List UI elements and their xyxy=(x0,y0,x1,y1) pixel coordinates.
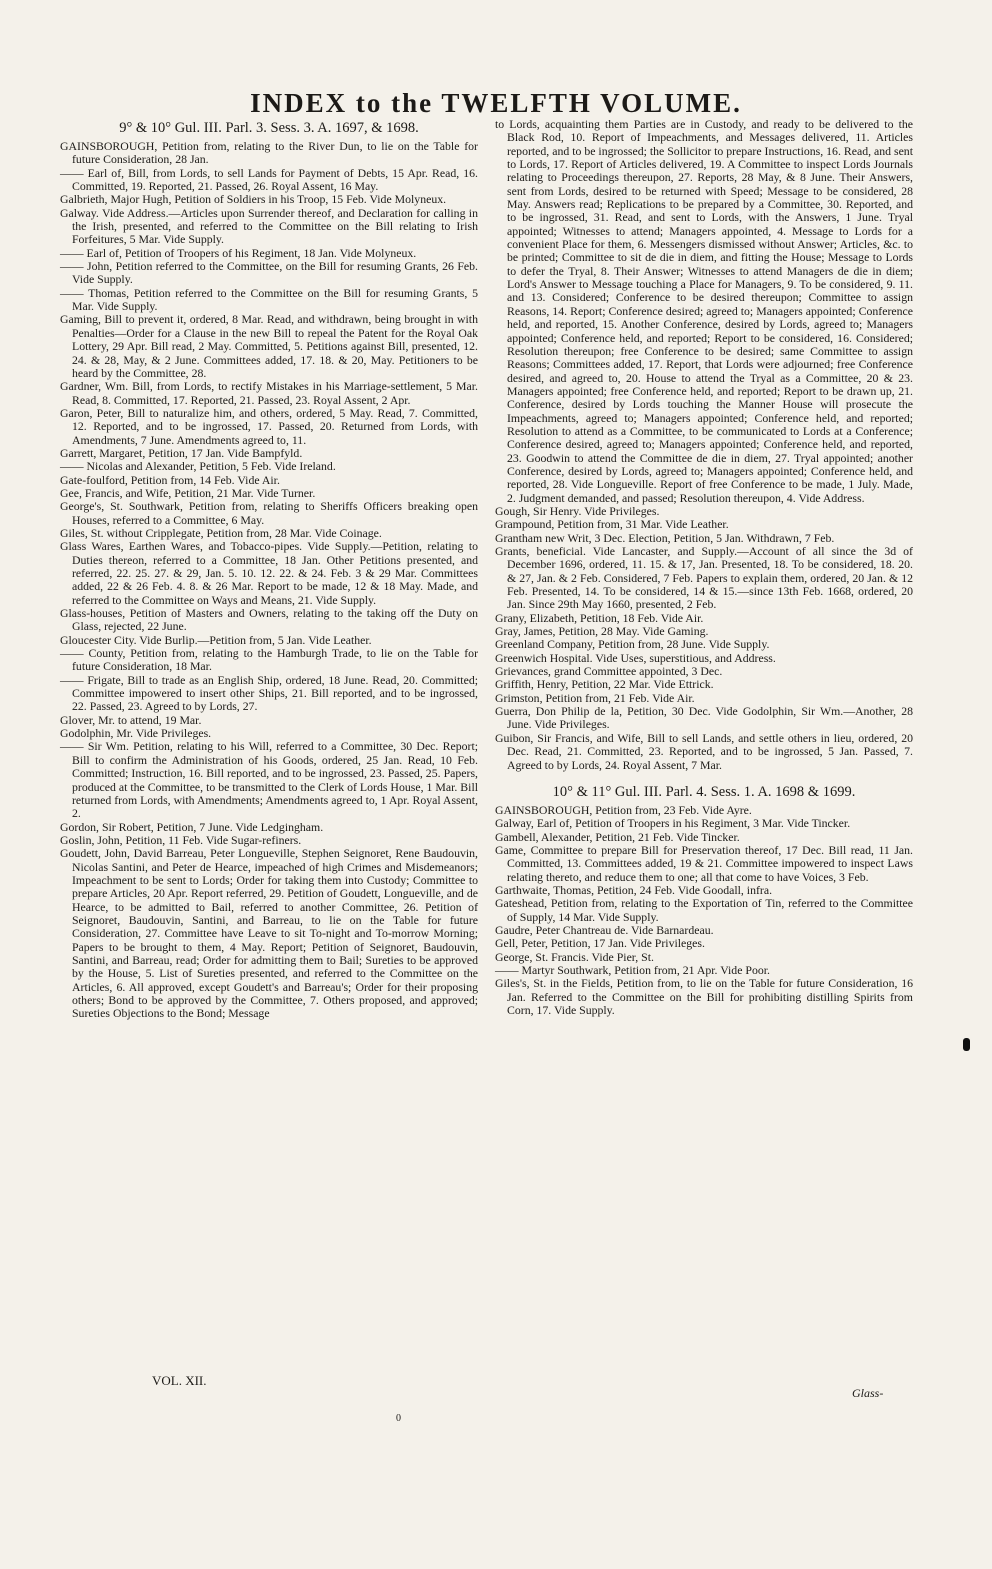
index-entry: Glass Wares, Earthen Wares, and Tobacco-pipes. Vide Supply.—Petition, relating to Duties thereon, referred to a Committee, 18 Jan. Other Petitions presented, and referred, 22. 25. 27. & 29, Jan. 5. 10. 12. 22. & 24. Feb. 3 & 29 Mar. Committees added, 22 & 26 Feb. 4. 8. & 26 Mar. Report to be made, 12 & 18 May. Made, and referred to the Committee on Ways and Means, 21. Vide Supply. xyxy=(60,539,478,607)
index-entry: Grievances, grand Committee appointed, 3 Dec. xyxy=(495,664,723,679)
index-entry: Grampound, Petition from, 31 Mar. Vide Leather. xyxy=(495,517,729,532)
index-entry: George's, St. Southwark, Petition from, relating to Sheriffs Officers breaking open Houses, referred to a Committee, 6 May. xyxy=(60,499,478,527)
left-entry-list xyxy=(60,140,478,1021)
index-entry: Garon, Peter, Bill to naturalize him, and others, ordered, 5 May. Read, 7. Committed, 12. Reported, and to be ingrossed, 17. Passed, 20. Returned from Lords, with Amendments, 7 June. Amendments agreed to, 11. xyxy=(60,405,478,447)
section-heading-right: 10° & 11° Gul. III. Parl. 4. Sess. 1. A. 1698 & 1699. xyxy=(552,783,856,800)
index-entry: Glass-houses, Petition of Masters and Owners, relating to the taking off the Duty on Glass, rejected, 22 June. xyxy=(60,606,478,634)
index-entry: Gell, Peter, Petition, 17 Jan. Vide Privileges. xyxy=(495,936,705,951)
index-entry: —— John, Petition referred to the Committee, on the Bill for resuming Grants, 26 Feb. Vide Supply. xyxy=(60,259,478,287)
section-heading-left: 9° & 10° Gul. III. Parl. 3. Sess. 3. A. 1697, & 1698. xyxy=(119,120,419,136)
index-entry: Galway. Vide Address.—Articles upon Surrender thereof, and Declaration for calling in the Irish, presented, and referred to the Committee on the Bill relating to Irish Forfeitures, 5 Mar. Vide Supply. xyxy=(60,205,478,247)
margin-mark xyxy=(963,1038,970,1051)
right-column xyxy=(495,118,913,1017)
index-entry: Galbrieth, Major Hugh, Petition of Soldiers in his Troop, 15 Feb. Vide Molyneux. xyxy=(60,192,447,207)
index-entry: Greenwich Hospital. Vide Uses, superstitious, and Address. xyxy=(495,650,776,665)
index-entry: —— Earl of, Bill, from Lords, to sell Lands for Payment of Debts, 15 Apr. Read, 16. Committed, 19. Reported, 21. Passed, 26. Royal Assent, 16 May. xyxy=(60,165,478,194)
index-entry: Gordon, Sir Robert, Petition, 7 June. Vide Ledgingham. xyxy=(60,819,324,834)
index-entry: Goudett, John, David Barreau, Peter Longueville, Stephen Seignoret, Rene Baudouvin, Nicolas Santini, and Peter de Hearce, impeached of high Crimes and Misdemeanors; Impeachment to be sent to Lords; Order for taking them into Custody; Committee to prepare Articles, 20 Apr. Report referred, 29. Petition of Goudett, Longueville, and de Hearce, to be admitted to Bail, referred to another Committee, 26. Petition of Seignoret, Baudouvin, Santini, and Barreau, to lie on the Table for future Consideration, 27. Committee have Leave to sit To-night and To-morrow Morning; Papers to be brought to them, 4 May. Report; Petition of Seignoret, Baudouvin, Santini, and Barreau, read; Order for admitting them to Bail; Sureties to be approved by the House, 5. List of Sureties presented, and referred to the Committee on the Articles, 6. All approved, except Goudett's and Barreau's; Order for their proposing others; Bond to be approved by the Committee, 7. Others proposed, and approved; Sureties Objections to the Bond; Message xyxy=(60,846,478,1021)
index-entry: George, St. Francis. Vide Pier, St. xyxy=(495,949,654,964)
index-entry: Gate-foulford, Petition from, 14 Feb. Vide Air. xyxy=(60,472,280,487)
index-entry: —— Earl of, Petition of Troopers of his Regiment, 18 Jan. Vide Molyneux. xyxy=(60,245,417,260)
folio-mark: 0 xyxy=(396,1413,401,1424)
index-entry: —— Thomas, Petition referred to the Committee on the Bill for resuming Grants, 5 Mar. Vide Supply. xyxy=(60,285,478,314)
index-entry: Griffith, Henry, Petition, 22 Mar. Vide Ettrick. xyxy=(495,677,714,692)
index-entry: Galway, Earl of, Petition of Troopers in his Regiment, 3 Mar. Vide Tincker. xyxy=(495,816,851,831)
index-entry: Grany, Elizabeth, Petition, 18 Feb. Vide Air. xyxy=(495,610,704,625)
right-entry-list-first xyxy=(495,118,913,772)
index-entry: —— Martyr Southwark, Petition from, 21 Apr. Vide Poor. xyxy=(495,962,770,977)
index-entry: Gaming, Bill to prevent it, ordered, 8 Mar. Read, and withdrawn, being brought in with Penalties—Order for a Clause in the new Bill to repeal the Patent for the Royal Oak Lottery, 29 Apr. Bill read, 2 May. Committed, 5. Petitions against Bill, presented, 12. 24. & 28, May, & 2 June. Committees added, 17. 18. & 20, May. Petitioners to be heard by the Committee, 28. xyxy=(60,312,478,380)
index-entry: Godolphin, Mr. Vide Privileges. xyxy=(60,726,212,741)
index-entry: Gough, Sir Henry. Vide Privileges. xyxy=(495,503,660,518)
index-entry: Game, Committee to prepare Bill for Preservation thereof, 17 Dec. Bill read, 11 Jan. Committed, 13. Committees added, 19 & 21. Committee impowered to inspect Laws relating thereto, and reduce them to one; all that come to have Voices, 3 Feb. xyxy=(495,842,913,884)
page-title: INDEX to the TWELFTH VOLUME. xyxy=(250,88,742,118)
index-entry: Garrett, Margaret, Petition, 17 Jan. Vide Bampfyld. xyxy=(60,445,303,460)
index-entry: Goslin, John, Petition, 11 Feb. Vide Sugar-refiners. xyxy=(60,832,302,847)
index-entry: —— County, Petition from, relating to the Hamburgh Trade, to lie on the Table for future Consideration, 18 Mar. xyxy=(60,646,478,674)
index-entry: Grimston, Petition from, 21 Feb. Vide Air. xyxy=(495,690,695,705)
index-entry: Gloucester City. Vide Burlip.—Petition from, 5 Jan. Vide Leather. xyxy=(60,632,372,647)
volume-mark: VOL. XII. xyxy=(152,1373,207,1388)
index-entry: Grants, beneficial. Vide Lancaster, and Supply.—Account of all since the 3d of December 1696, ordered, 11. 15. & 17, Jan. Presented, 18. To be considered, 18. 20. & 27, Jan. & 2 Feb. Considered, 7 Feb. Papers to explain them, ordered, 20 Jan. & 12 Feb. Presented, 14. To be considered, 14 & 15.—since 13th Feb. 1668, ordered, 20 Jan. Since 29th May 1660, presented, 2 Feb. xyxy=(495,544,913,612)
index-entry: Gray, James, Petition, 28 May. Vide Gaming. xyxy=(495,624,709,639)
index-entry: GAINSBOROUGH, Petition from, relating to the River Dun, to lie on the Table for future Consideration, 28 Jan. xyxy=(60,139,478,167)
index-entry: Giles's, St. in the Fields, Petition from, to lie on the Table for future Consideration, 16 Jan. Referred to the Committee on the Bill for prohibiting distilling Spirits from Corn, 17. Vide Supply. xyxy=(495,976,913,1017)
index-entry: Guerra, Don Philip de la, Petition, 30 Dec. Vide Godolphin, Sir Wm.—Another, 28 June. Vide Privileges. xyxy=(495,704,913,732)
left-column xyxy=(60,118,478,1021)
index-entry: Gateshead, Petition from, relating to the Exportation of Tin, referred to the Committee of Supply, 14 Mar. Vide Supply. xyxy=(495,896,913,924)
index-entry: —— Frigate, Bill to trade as an English Ship, ordered, 18 June. Read, 20. Committed; Committee impowered to insert other Ships, 21. Bill reported, and to be ingrossed, 22. Passed, 23. Agreed to by Lords, 27. xyxy=(60,672,478,714)
catchword: Glass- xyxy=(852,1386,884,1400)
index-entry: Giles, St. without Cripplegate, Petition from, 28 Mar. Vide Coinage. xyxy=(60,525,382,540)
index-entry: Grantham new Writ, 3 Dec. Election, Petition, 5 Jan. Withdrawn, 7 Feb. xyxy=(495,530,835,545)
index-entry: Greenland Company, Petition from, 28 June. Vide Supply. xyxy=(495,637,770,652)
index-entry: —— Nicolas and Alexander, Petition, 5 Feb. Vide Ireland. xyxy=(60,459,336,474)
index-entry: Guibon, Sir Francis, and Wife, Bill to sell Lands, and settle others in lieu, ordered, 20 Dec. Read, 21. Committed, 23. Reported, and to be ingrossed, 5 Jan. Passed, 7. Agreed to by Lords, 24. Royal Assent, 7 Mar. xyxy=(495,730,913,772)
index-entry: GAINSBOROUGH, Petition from, 23 Feb. Vide Ayre. xyxy=(495,802,752,817)
index-entry: Garthwaite, Thomas, Petition, 24 Feb. Vide Goodall, infra. xyxy=(495,882,773,897)
index-entry: Gardner, Wm. Bill, from Lords, to rectify Mistakes in his Marriage-settlement, 5 Mar. Read, 8. Committed, 17. Reported, 21. Passed, 23. Royal Assent, 2 Apr. xyxy=(60,379,478,407)
index-entry: Glover, Mr. to attend, 19 Mar. xyxy=(60,712,202,727)
index-entry: to Lords, acquainting them Parties are in Custody, and ready to be delivered to the Black Rod, 10. Report of Impeachments, and Messages delivered, 11. Articles reported, and to be ingrossed; the Sollicitor to prepare Instructions, 16. Read, and sent to Lords, 17. Report of Articles delivered, 19. A Committee to inspect Lords Journals relating to Proceedings thereupon, 27. Reports, 28 May, & 8 June. Their Answers, sent from Lords, desired to be returned with Speed; Message to be considered, 28 May. Answers read; Replications to be prepared by a Committee, 30. Reported, and to be ingrossed, 31. Read, and sent to Lords, with the Answers, 1 June. Tryal appointed; Witnesses to attend; Managers appointed, 4. Message to Lords for a convenient Place for them, 6. Messengers dismissed without Answer; Articles, &c. to be printed; Committee to sit de die in diem, and fitting the House; Message to Lords to defer the Tryal, 8. Their Answer; Witnesses to attend Managers de die in diem; Lord's Answer to Message touching a Place for Managers, 9. To be considered, 9. 11. and 13. Considered; Conference to be desired thereupon; Committee to assign Reasons, 14. Report; Conference desired; agreed to; Managers appointed; Conference held, and reported, 15. Another Conference, desired by Lords, agreed to; Managers appointed; Conference held, and reported; Report to be considered, 16. Considered; Resolution thereupon; free Conference to be desired; same Committee to assign Reasons; Committees added, 17. Report, that Lords were adjourned; free Conference desired, and agreed to, 20. House to attend the Tryal as a Committee, 20 & 23. Managers appointed; free Conference held, and reported; Report to be drawn up, 21. Conference, desired by Lords touching the Manner House will prosecute the Impeachments, agreed to; Managers appointed; Conference held, and reported; Resolution to attend as a Committee, to be communicated to Lords at a Conference; Conference desired, agreed to; Managers appointed; Conference held, and reported, 23. Goodwin to attend the Committee de die in diem, 27. Tryal appointed; another Conference, desired by Lords, agreed to; Managers appointed; Conference held, and reported, 28. Vide Longueville. Report of free Conference to be made, 1 July. Made, 2. Judgment demanded, and passed; Resolution thereupon, 4. Vide Address. xyxy=(495,117,913,505)
right-entry-list-second xyxy=(495,804,913,1018)
index-entry: Gaudre, Peter Chantreau de. Vide Barnardeau. xyxy=(495,922,714,937)
index-entry: —— Sir Wm. Petition, relating to his Will, referred to a Committee, 30 Dec. Report; Bill to confirm the Administration of his Goods, ordered, 25 Jan. Read, 10 Feb. Committed; Instruction, 16. Bill reported, and to be ingrossed, 23. Passed, 25. Papers, produced at the Committee, to be transmitted to the Clerk of Lords House, 1 Mar. Bill returned from Lords, with Amendments; Amendments agreed to, 1 Apr. Royal Assent, 2. xyxy=(60,739,478,821)
index-entry: Gee, Francis, and Wife, Petition, 21 Mar. Vide Turner. xyxy=(60,485,316,500)
index-entry: Gambell, Alexander, Petition, 21 Feb. Vide Tincker. xyxy=(495,829,740,844)
